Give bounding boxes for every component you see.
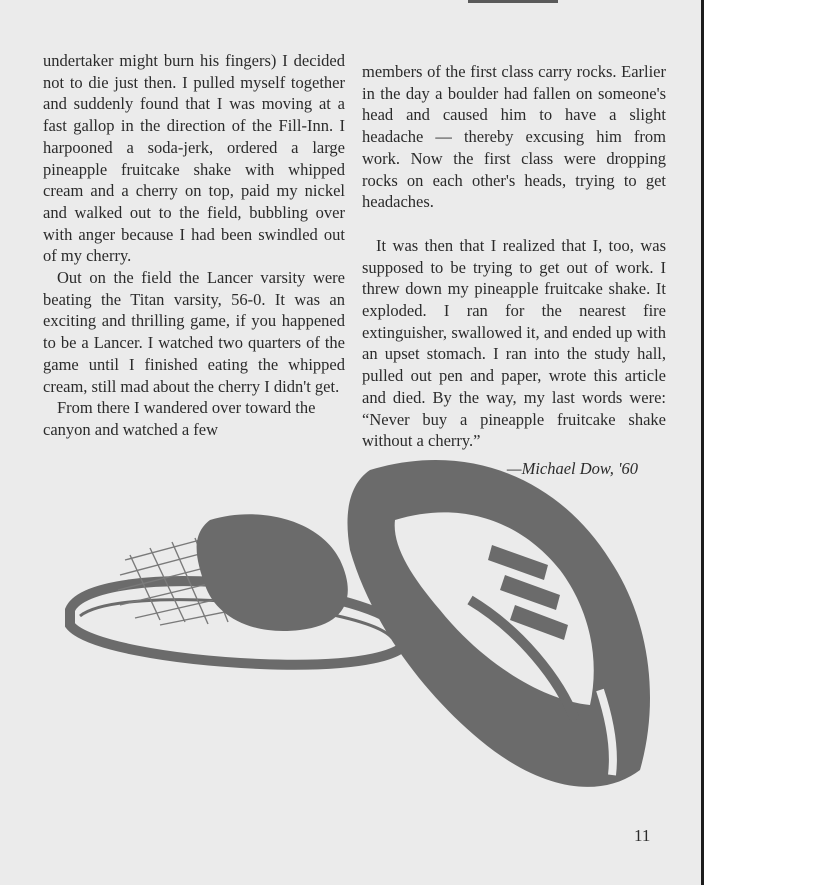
- page-number: 11: [634, 826, 651, 845]
- paragraph-3: From there I wandered over toward the canyon and watched a few: [43, 398, 316, 439]
- paragraph-4: members of the first class carry rocks. Earlier in the day a boulder had fallen on someone's head and caused him to have a slight headache — thereby excusing him from work. Now the first class were dropping rocks on each other's heads, trying to get headaches.: [362, 62, 666, 212]
- author-signature: —Michael Dow, '60: [506, 458, 638, 478]
- football-icon: [347, 460, 650, 787]
- paragraph-5: It was then that I realized that I, too, was supposed to be trying to get out of work. I threw down my pineapple fruitcake shake. It exploded. I ran for the nearest fire extinguisher, swallowed it, and ended up with an upset stomach. I ran into the study hall, pulled out pen and paper, wrote this article and died. By the way, my last words were: “Never buy a pineapple fruitcake shake without a cherry.”: [362, 235, 666, 451]
- paragraph-1: undertaker might burn his fingers) I decided not to die just then. I pulled myself together and suddenly found that I was moving at a fast gallop in the direction of the Fill-Inn. I harpooned a soda-jerk, ordered a large pineapple fruitcake shake with whipped cream and a cherry on top, paid my nickel and walked out to the field, bubbling over with anger because I had been swindled out of my cherry.: [43, 51, 345, 266]
- paragraph-2: Out on the field the Lancer varsity were beating the Titan varsity, 56-0. It was an exciting and thrilling game, if you happened to be a Lancer. I watched two quarters of the game until I finished eating the whipped cream, still mad about the cherry I didn't get.: [43, 268, 345, 396]
- page-edge-divider: [701, 0, 704, 885]
